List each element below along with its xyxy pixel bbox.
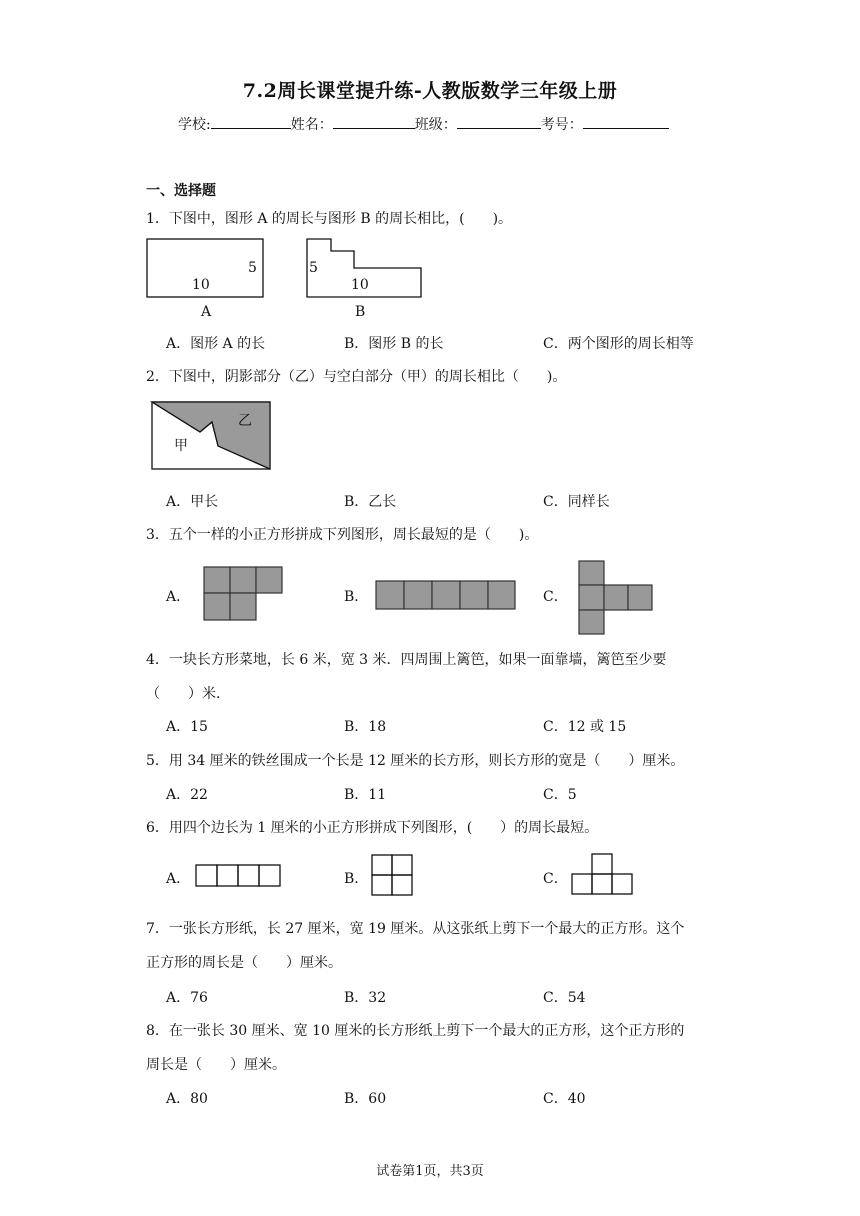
question-4-stem-line1: 4．一块长方形菜地，长 6 米，宽 3 米．四周围上篱笆，如果一面靠墙，篱笆至少要 <box>146 652 667 668</box>
class-label: 班级： <box>414 117 457 133</box>
q1-b-caption: B <box>355 304 366 320</box>
q1-option-c[interactable]: C．两个图形的周长相等 <box>543 336 694 352</box>
q2-label-yi: 乙 <box>238 413 252 429</box>
section-title: 一、选择题 <box>146 183 216 199</box>
question-8-stem-line1: 8．在一张长 30 厘米、宽 10 厘米的长方形纸上剪下一个最大的正方形，这个正方形的 <box>146 1023 685 1039</box>
question-6-stem: 6．用四个边长为 1 厘米的小正方形拼成下列图形，( ）的周长最短。 <box>146 820 599 836</box>
q1-a-caption: A <box>201 304 212 320</box>
q2-option-c[interactable]: C．同样长 <box>543 494 610 510</box>
q6-option-c-label[interactable]: C． <box>543 871 568 887</box>
q3-figure-b[interactable] <box>375 580 517 611</box>
q3-option-a-label[interactable]: A． <box>166 589 191 605</box>
q6-figure-a[interactable] <box>195 864 283 888</box>
class-blank[interactable] <box>457 114 541 129</box>
q4-option-c[interactable]: C．12 或 15 <box>543 719 627 735</box>
q2-label-jia: 甲 <box>174 438 188 454</box>
q2-option-b[interactable]: B．乙长 <box>344 494 397 510</box>
q8-option-b[interactable]: B．60 <box>344 1091 387 1107</box>
q1-a-height: 5 <box>248 260 257 276</box>
q6-option-b-label[interactable]: B． <box>344 871 369 887</box>
question-1-stem: 1．下图中，图形 A 的周长与图形 B 的周长相比，( )。 <box>146 211 513 227</box>
school-label: 学校: <box>178 117 211 133</box>
name-blank[interactable] <box>333 114 415 129</box>
page-footer: 试卷第1页，共3页 <box>376 1164 484 1179</box>
q5-option-a[interactable]: A．22 <box>166 787 208 803</box>
q1-option-a[interactable]: A．图形 A 的长 <box>166 336 266 352</box>
student-info-line <box>178 114 669 134</box>
name-label: 姓名： <box>290 117 333 133</box>
question-3-stem: 3．五个一样的小正方形拼成下列图形，周长最短的是（ )。 <box>146 527 539 543</box>
q2-option-a[interactable]: A．甲长 <box>166 494 219 510</box>
q6-figure-c[interactable] <box>571 853 635 895</box>
exam-no-label: 考号： <box>540 117 583 133</box>
q4-option-b[interactable]: B．18 <box>344 719 387 735</box>
question-4-stem-line2: （ ）米. <box>146 686 221 702</box>
question-8-stem-line2: 周长是（ ）厘米。 <box>146 1057 286 1073</box>
q7-option-b[interactable]: B．32 <box>344 990 387 1006</box>
q5-option-c[interactable]: C．5 <box>543 787 577 803</box>
q4-option-a[interactable]: A．15 <box>166 719 208 735</box>
q3-option-c-label[interactable]: C． <box>543 589 568 605</box>
q7-option-c[interactable]: C．54 <box>543 990 586 1006</box>
q8-option-c[interactable]: C．40 <box>543 1091 586 1107</box>
exam-no-blank[interactable] <box>583 114 669 129</box>
school-blank[interactable] <box>211 114 291 129</box>
q3-figure-c[interactable] <box>578 560 654 636</box>
question-7-stem-line2: 正方形的周长是（ ）厘米。 <box>146 955 342 971</box>
q2-figure <box>150 400 272 470</box>
q6-option-a-label[interactable]: A． <box>166 871 191 887</box>
q1-figure <box>146 236 436 322</box>
q6-figure-b[interactable] <box>371 854 415 896</box>
q1-a-width: 10 <box>192 277 210 293</box>
q1-b-width: 10 <box>351 277 369 293</box>
q3-figure-a[interactable] <box>203 566 283 622</box>
page-title: 7.2周长课堂提升练-人教版数学三年级上册 <box>242 80 618 102</box>
question-5-stem: 5．用 34 厘米的铁丝围成一个长是 12 厘米的长方形，则长方形的宽是（ ）厘米。 <box>146 753 685 769</box>
question-7-stem-line1: 7．一张长方形纸，长 27 厘米，宽 19 厘米。从这张纸上剪下一个最大的正方形。这个 <box>146 921 685 937</box>
q5-option-b[interactable]: B．11 <box>344 787 387 803</box>
q7-option-a[interactable]: A．76 <box>166 990 208 1006</box>
q1-b-height: 5 <box>309 260 318 276</box>
q1-option-b[interactable]: B．图形 B 的长 <box>344 336 444 352</box>
q8-option-a[interactable]: A．80 <box>166 1091 208 1107</box>
question-2-stem: 2．下图中，阴影部分（乙）与空白部分（甲）的周长相比（ )。 <box>146 369 567 385</box>
q3-option-b-label[interactable]: B． <box>344 589 369 605</box>
